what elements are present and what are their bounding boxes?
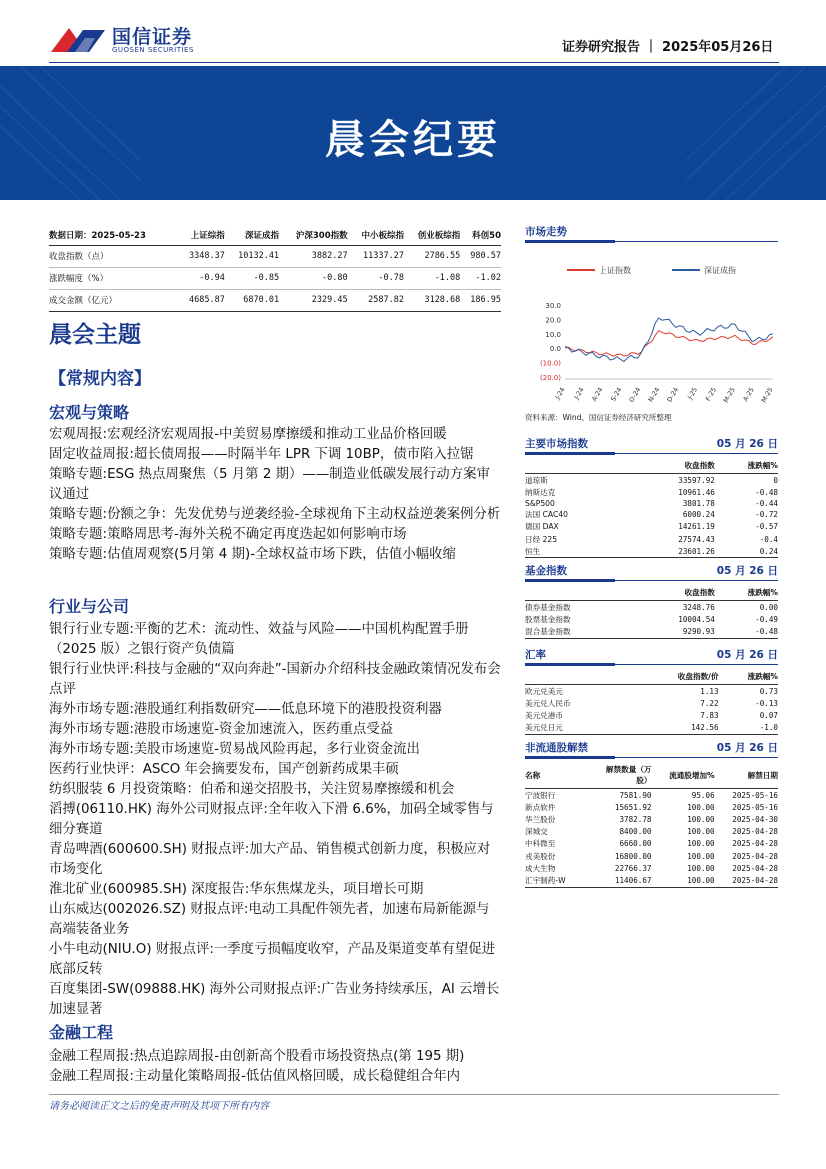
table-cell: 2329.45: [279, 290, 348, 312]
table-cell: 宁波银行: [525, 790, 556, 800]
list-item[interactable]: 纺织服装 6 月投资策略：伯希和递交招股书，关注贸易摩擦缓和机会: [49, 782, 455, 797]
table-cell: 10004.54: [678, 614, 715, 624]
table-header: 数据日期：2025-05-23: [49, 226, 177, 246]
table-cell: 7.22: [700, 698, 719, 708]
legend-label: 上证指数: [599, 266, 631, 275]
table-cell: 100.00: [651, 874, 714, 887]
table-cell: 3782.78: [619, 814, 652, 824]
table-header: 沪深300指数: [279, 226, 348, 246]
table-header: 科创50: [460, 226, 501, 246]
table-cell: 7.83: [700, 710, 719, 720]
table-cell: 11406.67: [596, 874, 652, 887]
table-cell: 成大生物: [525, 863, 556, 873]
unlock-header: [525, 738, 778, 758]
list-item[interactable]: 海外市场专题:美股市场速览-贸易战风险再起，多行业资金流出: [49, 742, 420, 757]
table-cell: -0.72: [755, 510, 778, 520]
fx-date: 05 月 26 日: [716, 649, 778, 661]
table-cell: 22766.37: [614, 863, 652, 873]
table-cell: 4685.87: [177, 290, 224, 312]
quant-items-list: [49, 1047, 501, 1087]
table-row: [525, 498, 778, 508]
table-cell: -1.0: [719, 722, 778, 735]
header-underline: [525, 756, 615, 759]
table-row: [525, 509, 778, 521]
main-index-title: 主要市场指数: [525, 438, 588, 450]
category-title-industry: 行业与公司: [49, 597, 130, 616]
table-cell: 0: [773, 475, 778, 485]
guosen-logo-icon: [49, 22, 107, 56]
fx-table: [525, 669, 778, 735]
unlock-table: [525, 762, 778, 888]
fund-index-date: 05 月 26 日: [716, 565, 778, 577]
table-cell: 日经 225: [525, 534, 558, 544]
table-cell: 27574.43: [678, 534, 715, 544]
list-item[interactable]: 海外市场专题:港股通红利指数研究——低息环境下的港股投资利器: [49, 702, 442, 717]
list-item[interactable]: 策略专题:估值周观察(5月第 4 期)-全球权益市场下跌，估值小幅收缩: [49, 547, 456, 562]
table-row: [525, 533, 778, 545]
table-row: [525, 801, 778, 813]
table-cell: 9290.93: [639, 625, 715, 638]
table-cell: 恒生: [525, 545, 639, 558]
market-summary-table: [49, 226, 501, 312]
table-cell: 3801.78: [682, 498, 715, 508]
list-item[interactable]: 青岛啤酒(600600.SH) 财报点评:加大产品、销售模式创新力度，积极应对市场变化: [49, 842, 491, 877]
series-line-sse: [565, 331, 773, 357]
main-index-header: [525, 434, 778, 454]
table-cell: 100.00: [687, 814, 715, 824]
series-line-szse: [565, 318, 773, 362]
table-cell: 戎美股份: [525, 851, 556, 861]
category-title-macro: 宏观与策略: [49, 403, 130, 422]
list-item[interactable]: 策略专题:策略周思考-海外关税不确定再度迭起如何影响市场: [49, 527, 407, 542]
table-row: [525, 722, 778, 735]
table-header: 收盘指数/价: [639, 669, 719, 685]
table-cell: 德国 DAX: [525, 522, 559, 532]
report-type-date: 证券研究报告 ｜ 2025年05月26日: [562, 40, 774, 55]
table-cell: 6870.01: [225, 290, 279, 312]
table-header: 解禁日期: [715, 762, 778, 789]
table-cell: 3882.27: [279, 246, 348, 268]
table-cell: 美元兑日元: [525, 722, 639, 735]
table-cell: 1.13: [700, 686, 719, 696]
x-tick-label: A-25: [741, 386, 756, 403]
table-cell: 100.00: [687, 863, 715, 873]
table-header: [525, 585, 639, 601]
list-item[interactable]: 固定收益周报:超长债周报——时隔半年 LPR 下调 10BP，债市陷入拉锯: [49, 447, 474, 462]
table-cell: -0.4: [759, 534, 778, 544]
table-header: 中小板综指: [348, 226, 404, 246]
fx-header: [525, 645, 778, 665]
table-header: 上证综指: [177, 226, 224, 246]
disclaimer-footer: 请务必阅读正文之后的免责声明及其项下所有内容: [49, 1101, 269, 1112]
x-tick-label: J-24: [553, 386, 567, 401]
list-item[interactable]: 金融工程周报:主动量化策略周报-低估值风格回暖，成长稳健组合年内: [49, 1069, 461, 1084]
fx-title: 汇率: [525, 649, 546, 661]
table-header: 创业板综指: [404, 226, 460, 246]
trend-header: [525, 222, 778, 242]
table-row: [49, 290, 501, 312]
fund-index-table: [525, 585, 778, 639]
table-cell: 深城交: [525, 827, 548, 837]
table-cell: 中科微至: [525, 839, 556, 849]
x-tick-label: J-24: [572, 386, 586, 401]
table-cell: -0.48: [755, 487, 778, 497]
table-cell: 纳斯达克: [525, 487, 556, 497]
table-cell: 2025-04-30: [732, 814, 778, 824]
table-cell: 3248.76: [682, 602, 715, 612]
table-row: [525, 685, 778, 698]
table-header: 深证成指: [225, 226, 279, 246]
section-title: 晨会主题: [49, 322, 141, 348]
table-cell: 100.00: [687, 851, 715, 861]
table-row: [49, 268, 501, 290]
logo-text-en: GUOSEN SECURITIES: [112, 46, 194, 54]
x-tick-label: M-25: [759, 386, 775, 405]
category-title-quant: 金融工程: [49, 1023, 114, 1042]
table-cell: -0.49: [755, 614, 778, 624]
table-row: [525, 601, 778, 614]
table-cell: 11337.27: [348, 246, 404, 268]
table-cell: 6000.24: [682, 510, 715, 520]
table-cell: -0.44: [755, 498, 778, 508]
table-cell: 华兰股份: [525, 814, 556, 824]
list-item[interactable]: 淮北矿业(600985.SH) 深度报告:华东焦煤龙头，项目增长可期: [49, 882, 424, 897]
table-cell: -0.13: [755, 698, 778, 708]
table-header: 流通股增加%: [651, 762, 714, 789]
unlock-date: 05 月 26 日: [716, 742, 778, 754]
table-cell: 8400.00: [619, 827, 652, 837]
table-header: [525, 458, 639, 474]
table-cell: 2025-05-16: [732, 802, 778, 812]
table-cell: 2025-04-28: [715, 874, 778, 887]
list-item[interactable]: 银行行业专题:平衡的艺术：流动性、效益与风险——中国机构配置手册（2025 版）之银行资产负债篇: [49, 622, 469, 657]
table-cell: 2025-04-28: [732, 839, 778, 849]
header-underline: [525, 240, 615, 243]
list-item[interactable]: 策略专题:份额之争：先发优势与逆袭经验-全球视角下主动权益逆袭案例分析: [49, 507, 501, 522]
list-item[interactable]: 金融工程周报:热点追踪周报-由创新高个股看市场投资热点(第 195 期): [49, 1049, 465, 1064]
list-item[interactable]: 海外市场专题:港股市场速览-资金加速流入，医药重点受益: [49, 722, 394, 737]
y-tick-label: 30.0: [545, 302, 561, 310]
table-cell: 道琼斯: [525, 475, 548, 485]
list-item[interactable]: 小牛电动(NIU.O) 财报点评:一季度亏损幅度收窄，产品及渠道变革有望促进底部反转: [49, 942, 496, 977]
main-index-date: 05 月 26 日: [716, 438, 778, 450]
sub-title: 【常规内容】: [49, 369, 151, 389]
table-cell: 15651.92: [614, 802, 652, 812]
y-tick-label: 10.0: [545, 330, 561, 339]
table-row: [525, 521, 778, 533]
list-item[interactable]: 宏观周报:宏观经济宏观周报-中美贸易摩擦缓和推动工业品价格回暖: [49, 427, 447, 442]
x-tick-label: M-25: [721, 386, 737, 405]
table-header: 涨跌幅%: [715, 458, 778, 474]
table-cell: 美元兑人民币: [525, 698, 571, 708]
table-header: 解禁数量（万股）: [596, 762, 652, 789]
table-cell: -0.78: [348, 268, 404, 290]
table-cell: 新点软件: [525, 802, 556, 812]
table-cell: 成交金额（亿元）: [49, 290, 177, 312]
table-cell: 100.00: [687, 802, 715, 812]
list-item[interactable]: 医药行业快评：ASCO 年会摘要发布，国产创新药成果丰硕: [49, 762, 399, 777]
table-row: [525, 850, 778, 862]
table-cell: -0.80: [279, 268, 348, 290]
table-cell: S&P500: [525, 498, 555, 508]
list-item[interactable]: 银行行业快评:科技与金融的“双向奔赴”-国新办介绍科技金融政策情况发布会点评: [49, 662, 501, 697]
table-cell: 2587.82: [348, 290, 404, 312]
x-tick-label: O-24: [627, 386, 643, 404]
table-cell: 债券基金指数: [525, 602, 571, 612]
banner-title: 晨会纪要: [325, 117, 501, 163]
x-tick-label: J-25: [686, 386, 700, 401]
table-cell: 涨跌幅度（%）: [49, 268, 177, 290]
footer-divider: [49, 1094, 779, 1095]
table-cell: 2025-04-28: [732, 863, 778, 873]
logo-text-cn: 国信证券: [112, 26, 193, 48]
table-header: 收盘指数: [639, 585, 715, 601]
table-cell: 汇宇制药-W: [525, 874, 596, 887]
table-cell: 2025-04-28: [732, 851, 778, 861]
table-cell: 142.56: [639, 722, 719, 735]
table-cell: 2786.55: [404, 246, 460, 268]
table-cell: -0.48: [715, 625, 778, 638]
table-cell: 0.73: [759, 686, 778, 696]
table-row: [525, 625, 778, 638]
table-cell: 16800.00: [614, 851, 652, 861]
table-row: [49, 246, 501, 268]
table-cell: -1.08: [404, 268, 460, 290]
x-tick-label: N-24: [646, 386, 662, 404]
table-cell: 0.07: [759, 710, 778, 720]
table-cell: -1.02: [460, 268, 501, 290]
table-row: [525, 697, 778, 709]
table-cell: 0.00: [759, 602, 778, 612]
table-cell: 混合基金指数: [525, 625, 639, 638]
table-row: [525, 838, 778, 850]
table-row: [525, 474, 778, 487]
table-cell: 2025-05-16: [732, 790, 778, 800]
table-cell: 3128.68: [404, 290, 460, 312]
table-cell: 10132.41: [225, 246, 279, 268]
table-cell: 2025-04-28: [732, 827, 778, 837]
table-cell: 100.00: [687, 839, 715, 849]
table-cell: 3348.37: [177, 246, 224, 268]
table-row: [525, 545, 778, 558]
header-underline: [525, 579, 615, 582]
list-item[interactable]: 百度集团-SW(09888.HK) 海外公司财报点评:广告业务持续承压，AI 云增长加速显著: [49, 982, 500, 1017]
x-tick-label: F-25: [703, 386, 719, 403]
y-tick-label: (10.0): [539, 359, 561, 368]
table-cell: 欧元兑美元: [525, 686, 563, 696]
macro-items-list: [49, 425, 501, 565]
header-underline: [525, 663, 615, 666]
fund-index-header: [525, 561, 778, 581]
table-cell: 6660.00: [619, 839, 652, 849]
industry-items-list: [49, 620, 501, 1020]
table-cell: 100.00: [687, 827, 715, 837]
table-cell: -0.85: [225, 268, 279, 290]
table-header-row: [49, 226, 501, 246]
table-header: 涨跌幅%: [715, 585, 778, 601]
table-row: [525, 486, 778, 498]
table-header: 名称: [525, 762, 596, 789]
table-cell: 收盘指数（点）: [49, 246, 177, 268]
table-cell: 33597.92: [678, 475, 715, 485]
table-cell: 美元兑港币: [525, 710, 563, 720]
list-item[interactable]: 滔搏(06110.HK) 海外公司财报点评:全年收入下滑 6.6%，加码全域零售与细分赛道: [49, 802, 494, 837]
legend-label: 深证成指: [704, 266, 736, 275]
table-cell: 95.06: [691, 790, 715, 800]
table-cell: -0.94: [177, 268, 224, 290]
table-row: [525, 874, 778, 887]
list-item[interactable]: 策略专题:ESG 热点周聚焦（5 月第 2 期）——制造业低碳发展行动方案审议通过: [49, 467, 490, 502]
x-tick-label: D-24: [665, 386, 681, 404]
trend-title: 市场走势: [525, 226, 567, 238]
table-cell: 0.24: [715, 545, 778, 558]
table-cell: 法国 CAC40: [525, 510, 568, 520]
y-tick-label: 0.0: [549, 345, 561, 354]
table-cell: 7581.90: [619, 790, 652, 800]
table-cell: 股票基金指数: [525, 614, 571, 624]
page-header: [0, 0, 826, 66]
table-cell: 23601.26: [639, 545, 715, 558]
unlock-title: 非流通股解禁: [525, 742, 588, 754]
y-tick-label: (20.0): [539, 374, 561, 382]
table-cell: 980.57: [460, 246, 501, 268]
table-header: 涨跌幅%: [719, 669, 778, 685]
table-cell: 14261.19: [678, 522, 715, 532]
table-row: [525, 826, 778, 838]
header-underline: [525, 452, 615, 455]
fund-index-title: 基金指数: [525, 565, 567, 577]
table-row: [525, 813, 778, 825]
table-cell: -0.57: [755, 522, 778, 532]
x-tick-label: S-24: [609, 386, 624, 403]
header-divider: [49, 62, 779, 63]
table-row: [525, 789, 778, 802]
x-tick-label: A-24: [590, 386, 605, 403]
table-header: [525, 669, 639, 685]
table-row: [525, 862, 778, 874]
y-tick-label: 20.0: [545, 316, 561, 325]
chart-source: 资料来源：Wind、国信证券经济研究所整理: [525, 413, 672, 422]
table-cell: 10961.46: [678, 487, 715, 497]
table-row: [525, 709, 778, 721]
table-header: 收盘指数: [639, 458, 715, 474]
title-banner: [0, 66, 826, 200]
list-item[interactable]: 山东威达(002026.SZ) 财报点评:电动工具配件领先者，加速布局新能源与高端装备业务: [49, 902, 490, 937]
table-cell: 186.95: [460, 290, 501, 312]
main-index-table: [525, 458, 778, 558]
table-row: [525, 613, 778, 625]
market-trend-chart: [525, 255, 778, 405]
